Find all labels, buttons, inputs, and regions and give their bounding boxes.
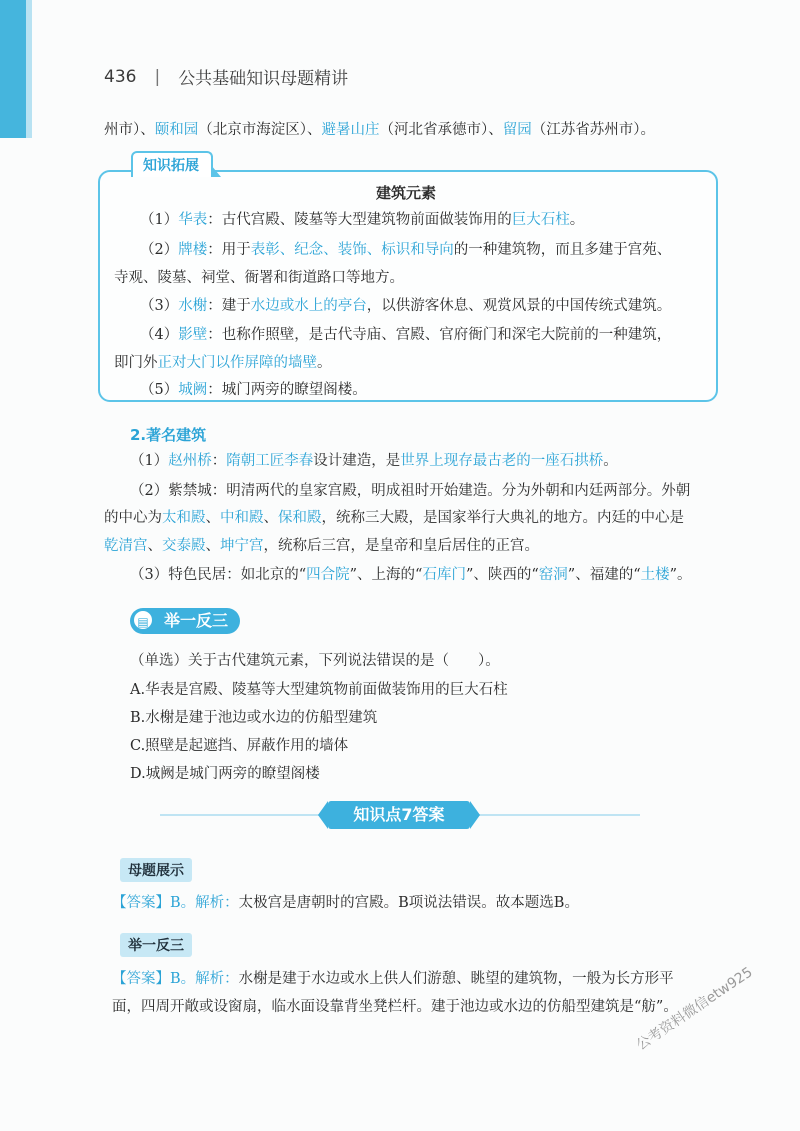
text-run: ：用于 bbox=[207, 242, 251, 258]
answer-line bbox=[112, 893, 579, 913]
text-run: （1） bbox=[130, 453, 169, 469]
text-run: 。 bbox=[603, 453, 618, 469]
box-line bbox=[140, 325, 730, 345]
highlight-text: 保和殿 bbox=[278, 510, 322, 526]
text-run: 的中心为 bbox=[104, 510, 162, 526]
text-run: 。 bbox=[569, 212, 585, 228]
highlight-text: 华表 bbox=[178, 212, 208, 228]
highlight-text: 坤宁宫 bbox=[220, 538, 264, 554]
text-run: （北京市海淀区）、 bbox=[198, 122, 322, 138]
page-number: 436 bbox=[104, 66, 137, 87]
banner-rule-right bbox=[478, 814, 640, 816]
option-d: D.城阙是城门两旁的瞭望阁楼 bbox=[130, 766, 320, 782]
highlight-text: 【答案】B。解析： bbox=[112, 971, 239, 987]
highlight-text: 隋朝工匠李春 bbox=[226, 453, 314, 469]
page-header bbox=[104, 64, 348, 89]
text-run: 。 bbox=[317, 355, 332, 371]
highlight-text: 乾清宫 bbox=[104, 538, 148, 554]
text-run: ”、上海的“ bbox=[349, 567, 423, 583]
text-run: ： bbox=[211, 453, 227, 469]
text-run: 的一种建筑物，而且多建于宫苑、 bbox=[453, 242, 672, 258]
text-run: （2） bbox=[140, 242, 179, 258]
text-run: ，统称后三宫，是皇帝和皇后居住的正宫。 bbox=[263, 538, 539, 554]
text-run: 设计建造，是 bbox=[313, 453, 401, 469]
section-line bbox=[130, 481, 740, 501]
section-title: 2.著名建筑 bbox=[130, 426, 207, 444]
text-run: 水榭是建于水边或水上供人们游憩、眺望的建筑物，一般为长方形平 bbox=[238, 971, 674, 987]
highlight-text: 影壁 bbox=[178, 327, 208, 343]
text-run: （3） bbox=[140, 298, 179, 314]
highlight-text: 水榭 bbox=[178, 298, 208, 314]
box-line bbox=[140, 210, 730, 230]
banner-rule-left bbox=[160, 814, 320, 816]
text-run: 太极宫是唐朝时的宫殿。B项说法错误。故本题选B。 bbox=[238, 895, 579, 911]
text-run: （4） bbox=[140, 327, 179, 343]
highlight-text: 水边或水上的亭台 bbox=[250, 298, 367, 314]
section-line bbox=[130, 565, 740, 585]
text-run: 、 bbox=[147, 538, 162, 554]
text-run: ，以供游客休息、观赏风景的中国传统式建筑。 bbox=[366, 298, 672, 314]
highlight-text: 正对大门以作屏障的墙壁 bbox=[157, 355, 317, 371]
highlight-text: 表彰、纪念、装饰、标识和导向 bbox=[250, 242, 454, 258]
highlight-text: 土楼 bbox=[640, 567, 670, 583]
highlight-text: 颐和园 bbox=[154, 122, 199, 138]
book-title: 公共基础知识母题精讲 bbox=[178, 69, 349, 89]
highlight-text: 留园 bbox=[502, 122, 532, 138]
section-line bbox=[104, 508, 714, 528]
text-run: （江苏省苏州市）。 bbox=[531, 122, 655, 138]
box-title: 建筑元素 bbox=[375, 184, 436, 202]
answer-line: 面，四周开敞或设窗扇，临水面设靠背坐凳栏杆。建于池边或水边的仿船型建筑是“舫”。 bbox=[112, 999, 678, 1015]
text-run: ：建于 bbox=[207, 298, 251, 314]
text-run: ：也称作照壁，是古代寺庙、宫殿、官府衙门和深宅大院前的一种建筑， bbox=[207, 327, 672, 343]
highlight-text: 四合院 bbox=[306, 567, 350, 583]
highlight-text: 窑洞 bbox=[538, 567, 568, 583]
text-run: （2）紫禁城：明清两代的皇家宫殿，明成祖时开始建造。分为外朝和内廷两部分。外朝 bbox=[130, 483, 691, 499]
section-line bbox=[104, 536, 714, 556]
box-line bbox=[114, 268, 704, 288]
highlight-text: 【答案】B。解析： bbox=[112, 895, 239, 911]
highlight-text: 避暑山庄 bbox=[321, 122, 380, 138]
highlight-text: 中和殿 bbox=[220, 510, 264, 526]
text-run: ，统称三大殿，是国家举行大典礼的地方。内廷的中心是 bbox=[321, 510, 684, 526]
box-line bbox=[140, 380, 730, 400]
text-run: 即门外 bbox=[114, 355, 158, 371]
text-run: 、 bbox=[205, 510, 220, 526]
highlight-text: 巨大石柱 bbox=[511, 212, 570, 228]
watermark: 公考资料微信etw925 bbox=[633, 964, 756, 1054]
page-edge-tab bbox=[0, 0, 26, 138]
section-line bbox=[130, 451, 740, 471]
knowledge-extension-tab: 知识拓展 bbox=[131, 151, 213, 177]
text-run: ”、福建的“ bbox=[567, 567, 641, 583]
text-run: 寺观、陵墓、祠堂、衙署和街道路口等地方。 bbox=[114, 270, 404, 286]
document-icon: ▤ bbox=[132, 609, 154, 631]
text-run: ”、陕西的“ bbox=[465, 567, 539, 583]
option-a: A.华表是宫殿、陵墓等大型建筑物前面做装饰用的巨大石柱 bbox=[130, 682, 508, 698]
box-line bbox=[114, 353, 704, 373]
practice-label: 举一反三 bbox=[130, 608, 240, 634]
highlight-text: 世界上现存最古老的一座石拱桥 bbox=[400, 453, 604, 469]
option-b: B.水榭是建于池边或水边的仿船型建筑 bbox=[130, 710, 378, 726]
highlight-text: 城阙 bbox=[178, 382, 208, 398]
section-chip: 母题展示 bbox=[120, 858, 192, 882]
highlight-text: 太和殿 bbox=[162, 510, 206, 526]
text-run: ：古代宫殿、陵墓等大型建筑物前面做装饰用的 bbox=[207, 212, 512, 228]
text-run: ：城门两旁的瞭望阁楼。 bbox=[207, 382, 367, 398]
box-line bbox=[140, 296, 730, 316]
text-run: 、 bbox=[263, 510, 278, 526]
question-text: （单选）关于古代建筑元素，下列说法错误的是（ ）。 bbox=[130, 653, 500, 669]
section-chip: 举一反三 bbox=[120, 933, 192, 957]
option-c: C.照壁是起遮挡、屏蔽作用的墙体 bbox=[130, 738, 349, 754]
text-run: 、 bbox=[205, 538, 220, 554]
highlight-text: 赵州桥 bbox=[168, 453, 212, 469]
text-run: ”。 bbox=[669, 567, 692, 583]
text-run: （5） bbox=[140, 382, 179, 398]
text-run: （3）特色民居：如北京的“ bbox=[130, 567, 307, 583]
box-line bbox=[140, 240, 730, 260]
highlight-text: 石库门 bbox=[422, 567, 466, 583]
answer-banner: 知识点7答案 bbox=[328, 801, 470, 829]
text-run: （1） bbox=[140, 212, 179, 228]
top-line bbox=[104, 120, 714, 140]
highlight-text: 交泰殿 bbox=[162, 538, 206, 554]
answer-line bbox=[112, 969, 674, 989]
text-run: （河北省承德市）、 bbox=[379, 122, 503, 138]
header-separator: | bbox=[154, 66, 161, 87]
highlight-text: 牌楼 bbox=[178, 242, 208, 258]
text-run: 州市）、 bbox=[104, 122, 155, 138]
